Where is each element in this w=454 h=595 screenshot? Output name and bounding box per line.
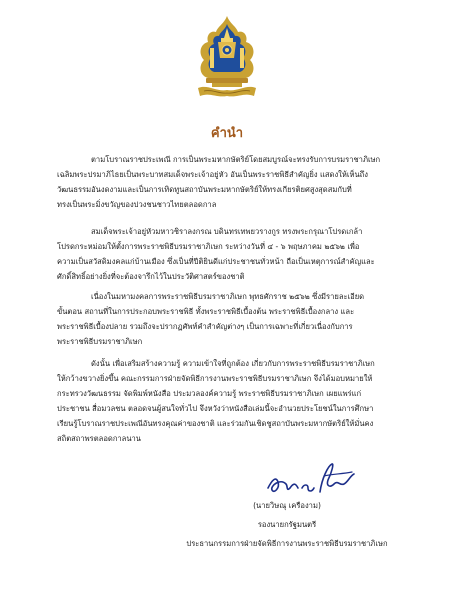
text-line: โปรดกระหม่อมให้ตั้งการพระราชพิธีบรมราชาภิเษก ระหว่างวันที่ ๔ - ๖ พฤษภาคม ๒๕๖๒ เพื่อ (57, 242, 360, 251)
text-line: ดังนั้น เพื่อเสริมสร้างความรู้ ความเข้าใจที่ถูกต้อง เกี่ยวกับการพระราชพิธีบรมราชาภิเษก (91, 359, 375, 368)
paragraph-2 (57, 224, 399, 284)
paragraph-4 (57, 356, 399, 446)
signatory-name: (นายวิษณุ เครืองาม) (253, 501, 321, 510)
text-line: พระราชพิธีบรมราชาภิเษก (57, 337, 143, 346)
text-line: สถิตสถาพรตลอดกาลนาน (57, 434, 141, 443)
text-line: เนื่องในมหามงคลการพระราชพิธีบรมราชาภิเษก พุทธศักราช ๒๕๖๒ ซึ่งมีรายละเอียด (91, 292, 365, 301)
text-line: ทรงเป็นพระมิ่งขวัญของปวงชนชาวไทยตลอดกาล (57, 200, 217, 209)
text-line: ให้กว้างขวางยิ่งขึ้น คณะกรรมการฝ่ายจัดพิธีการงานพระราชพิธีบรมราชาภิเษก จึงได้มอบหมายให้ (57, 374, 373, 383)
text-line: ความเป็นสวัสดิมงคลแก่บ้านเมือง ซึ่งเป็นที่ปีติยินดีแก่ประชาชนทั่วหน้า ถือเป็นเหตุการณ์สำคัญและ (57, 257, 375, 266)
page-title: คำนำ (210, 126, 244, 141)
signature-icon (262, 458, 362, 500)
text-line: ศักดิ์สิทธิ์อย่างยิ่งที่จะต้องจารึกไว้ในประวัติศาสตร์ของชาติ (57, 272, 245, 281)
text-line: เรียนรู้โบราณราชประเพณีอันทรงคุณค่าของชาติ และร่วมกันเชิดชูสถาบันพระมหากษัตริย์ให้มั่นคง (57, 419, 374, 428)
paragraph-3 (57, 289, 399, 349)
text-line: เฉลิมพระปรมาภิไธยเป็นพระบาทสมเด็จพระเจ้าอยู่หัว อันเป็นพระราชพิธีสำคัญยิ่ง แสดงให้เห็นถึง (57, 170, 368, 179)
text-line: ตามโบราณราชประเพณี การเป็นพระมหากษัตริย์โดยสมบูรณ์จะทรงรับการบรมราชาภิเษก (91, 155, 381, 164)
royal-emblem-icon (194, 14, 260, 100)
text-line: ประชาชน สื่อมวลชน ตลอดจนผู้สนใจทั่วไป จึงหวังว่าหนังสือเล่มนี้จะอำนวยประโยชน์ในการศึกษา (57, 404, 374, 413)
text-line: สมเด็จพระเจ้าอยู่หัวมหาวชิราลงกรณ บดินทรเทพยวรางกูร ทรงพระกรุณาโปรดเกล้า (91, 227, 363, 236)
signatory-role: ประธานกรรมการฝ่ายจัดพิธีการงานพระราชพิธีบรมราชาภิเษก (186, 539, 388, 548)
text-line: วัฒนธรรมอันงดงามและเป็นการเทิดทูนสถาบันพระมหากษัตริย์ให้ทรงเกียรติยศสูงสุดสมกับที่ (57, 185, 352, 194)
text-line: กระทรวงวัฒนธรรม จัดพิมพ์หนังสือ ประมวลองค์ความรู้ พระราชพิธีบรมราชาภิเษก เผยแพร่แก่ (57, 389, 362, 398)
signatory-position: รองนายกรัฐมนตรี (257, 520, 317, 529)
paragraph-1 (57, 152, 399, 212)
text-line: พระราชพิธีเบื้องปลาย รวมถึงจะปรากฏศัพท์คำสำคัญต่างๆ เป็นการเฉพาะที่เกี่ยวเนื่องกับการ (57, 322, 353, 331)
text-line: ขั้นตอน สถานที่ในการประกอบพระราชพิธี ทั้งพระราชพิธีเบื้องต้น พระราชพิธีเบื้องกลาง และ (57, 307, 355, 316)
